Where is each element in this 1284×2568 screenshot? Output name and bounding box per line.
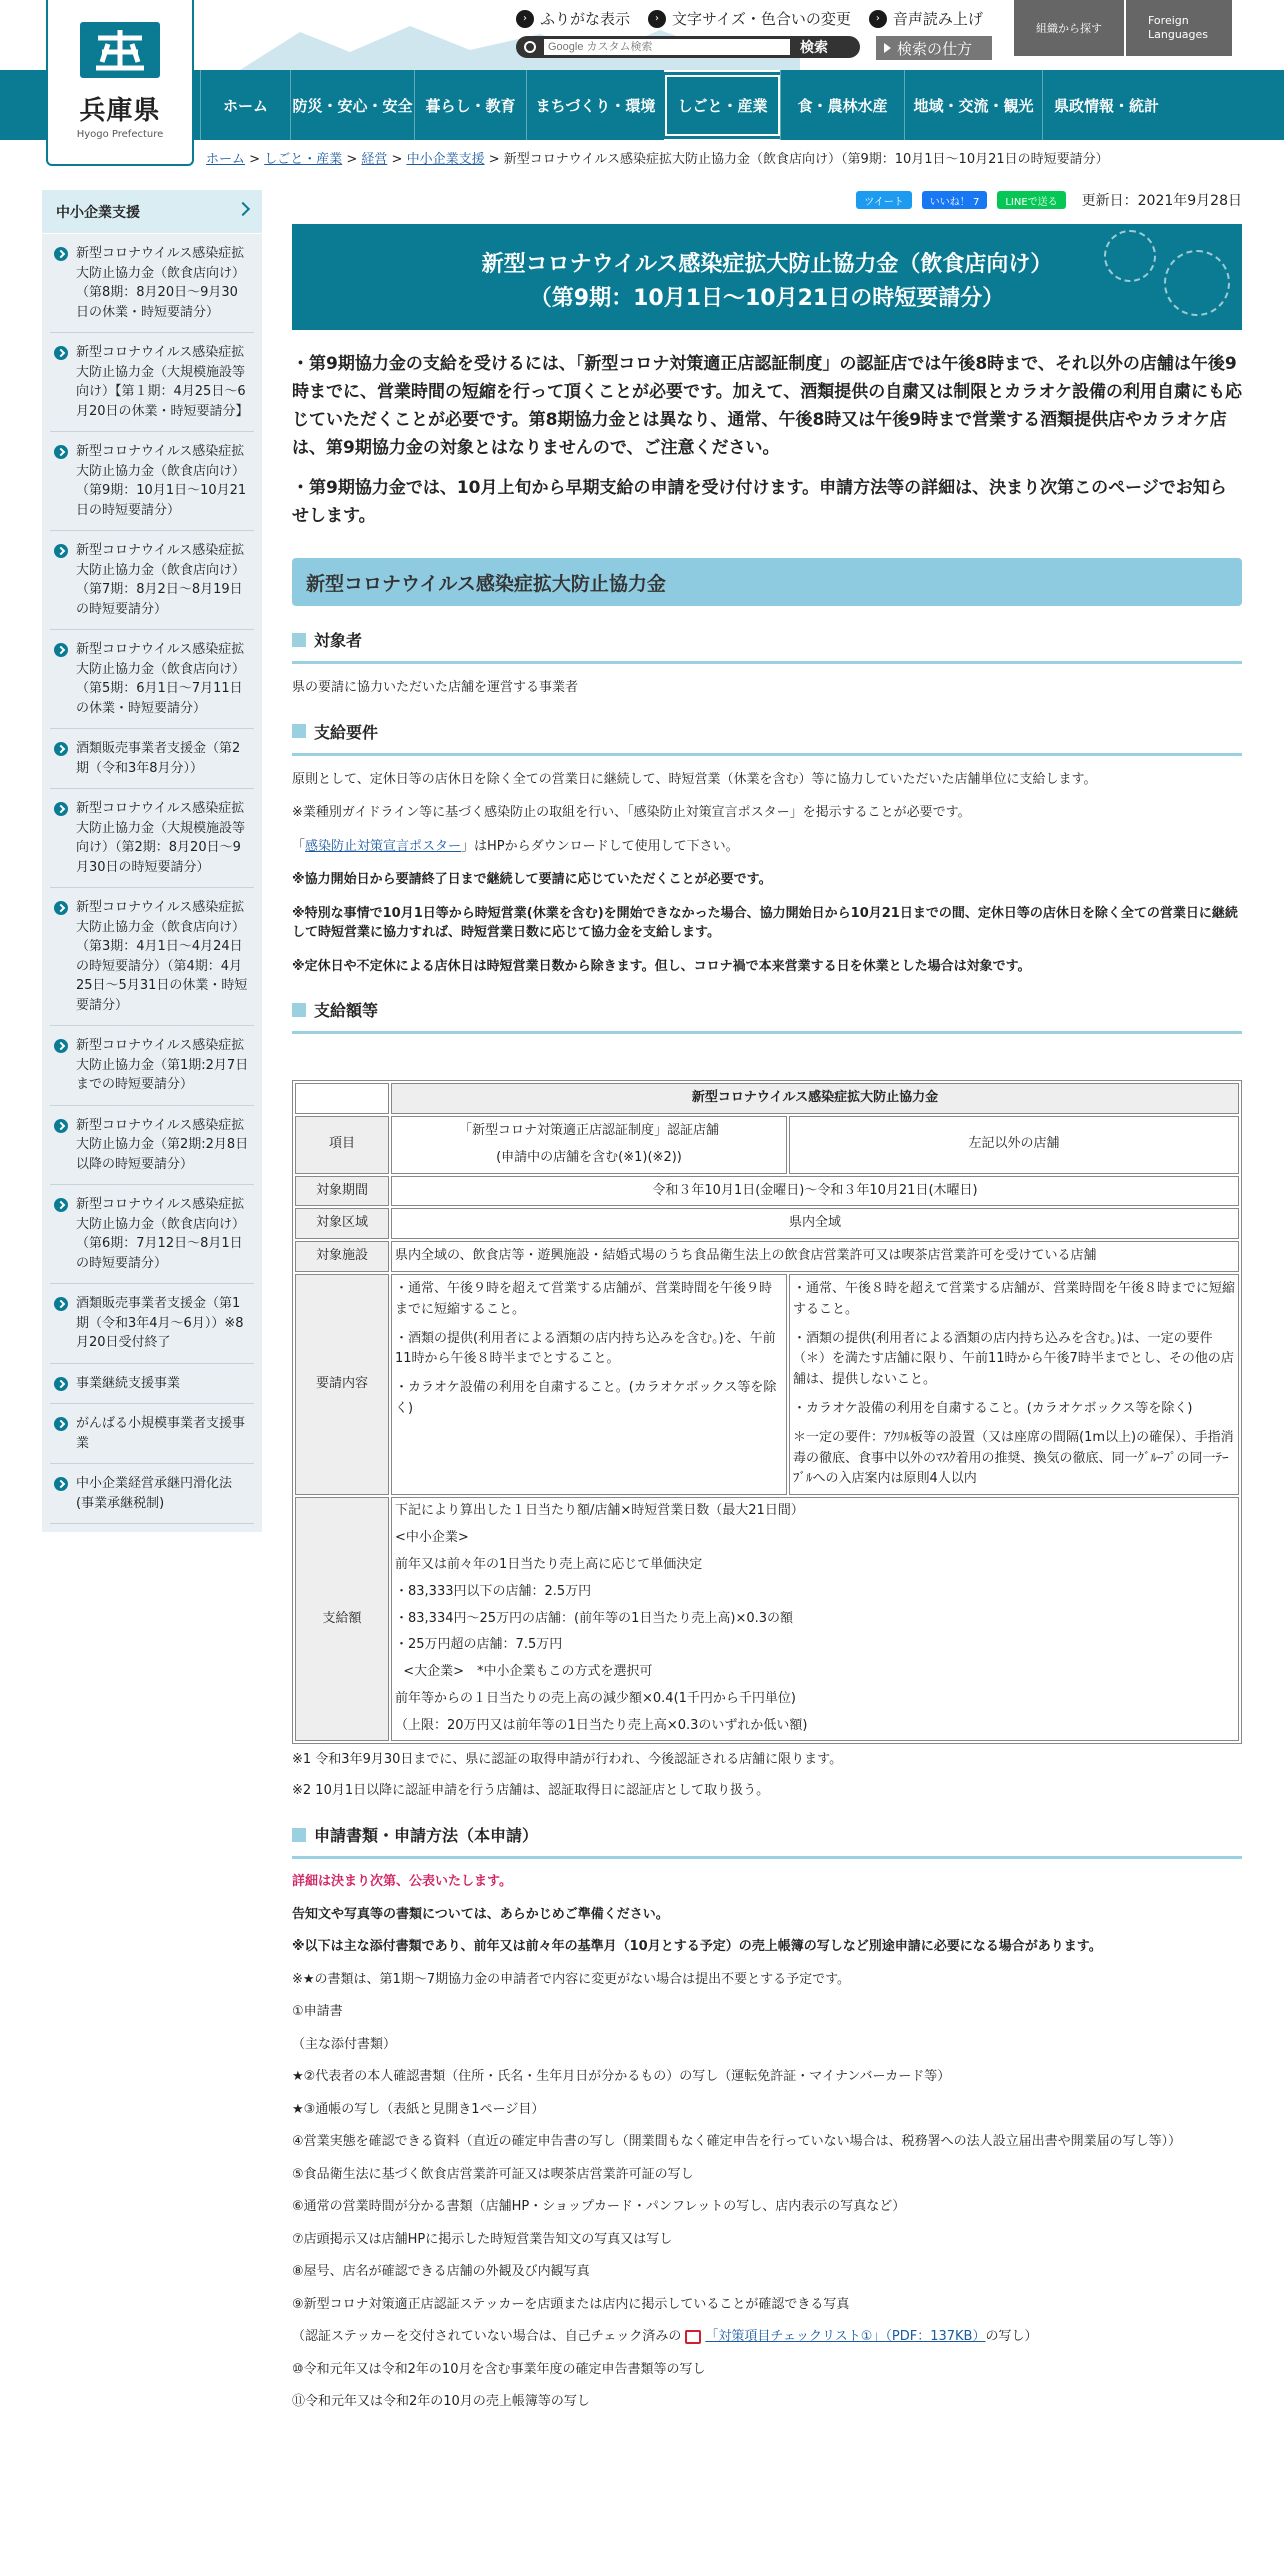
- requirement-text: ※特別な事情で10月1日等から時短営業(休業を含む)を開始できなかった場合、協力開始日から10月21日までの間、定休日等の店休日を除く全ての営業日に継続して時短営業に協力すれば、時短営業日数に応じて協力金を支給します。: [292, 905, 1238, 941]
- sidebar-item[interactable]: 新型コロナウイルス感染症拡大防止協力金（飲食店向け）（第7期：8月2日～8月19日の時短要請分）: [50, 531, 254, 630]
- checklist-pdf-link[interactable]: 「対策項目チェックリスト①」（PDF：137KB）: [705, 2329, 986, 2345]
- foreign-languages-button[interactable]: Foreign Languages: [1126, 0, 1232, 56]
- apply-section: [292, 1872, 1242, 2412]
- flower-decoration-icon: [1164, 250, 1230, 316]
- flower-decoration-icon: [1104, 230, 1156, 282]
- table-row-facility-h: 対象施設: [295, 1241, 389, 1272]
- square-bullet-icon: [292, 1003, 306, 1017]
- logo-name: 兵庫県: [79, 96, 161, 126]
- requirement-text: ※定休日や不定休による店休日は時短営業日数から除きます。但し、コロナ禍で本来営業する日を休業とした場合は対象です。: [292, 958, 1031, 974]
- breadcrumb: ホーム > しごと・産業 > 経営 > 中小企業支援 > 新型コロナウイルス感染症拡大防止協力金（飲食店向け）（第9期：10月1日～10月21日の時短要請分）: [206, 152, 1109, 167]
- list-item: ⑥通常の営業時間が分かる書類（店舗HP・ショップカード・パンフレットの写し、店内表示の写真など）: [292, 2199, 906, 2215]
- nav-living[interactable]: 暮らし・教育: [414, 70, 526, 140]
- facebook-like-button[interactable]: いいね！ 7: [922, 191, 988, 209]
- org-search-button[interactable]: 組織から探す: [1014, 0, 1124, 56]
- square-bullet-icon: [292, 633, 306, 647]
- apply-notice: 詳細は決まり次第、公表いたします。: [292, 1874, 512, 1890]
- sidebar-item[interactable]: 事業継続支援事業: [50, 1364, 254, 1405]
- nav-town[interactable]: まちづくり・環境: [526, 70, 664, 140]
- search-input[interactable]: [544, 39, 790, 55]
- font-size-link[interactable]: › 文字サイズ・色合いの変更: [648, 8, 851, 29]
- pdf-icon: [685, 2330, 701, 2344]
- list-item: （主な添付書類）: [292, 2036, 397, 2052]
- list-item: ★②代表者の本人確認書類（住所・氏名・生年月日が分かるもの）の写し（運転免許証・マイナンバーカード等）: [292, 2069, 951, 2085]
- apply-text: ※★の書類は、第1期～7期協力金の申請者で内容に変更がない場合は提出不要とする予定です。: [292, 1971, 851, 1987]
- page-title-line1: 新型コロナウイルス感染症拡大防止協力金（飲食店向け）: [481, 252, 1053, 277]
- sidebar-title[interactable]: 中小企業支援: [42, 190, 262, 234]
- hyogo-emblem-icon: [80, 22, 160, 78]
- list-item: （認証ステッカーを交付されていない場合は、自己チェック済みの 「対策項目チェックリスト①」（PDF：137KB）の写し）: [292, 2329, 1038, 2345]
- table-note: ※2 10月1日以降に認証申請を行う店舗は、認証取得日に認証店として取り扱う。: [292, 1782, 770, 1798]
- subheading-requirements: 支給要件: [292, 720, 1242, 756]
- requirement-text: ※業種別ガイドライン等に基づく感染防止の取組を行い、「感染防止対策宣言ポスター」を掲示することが必要です。: [292, 805, 971, 821]
- sidebar-item[interactable]: 新型コロナウイルス感染症拡大防止協力金（大規模施設等向け）（第2期：8月20日～9月30日の時短要請分）: [50, 789, 254, 888]
- search-icon: [524, 41, 536, 53]
- breadcrumb-home[interactable]: ホーム: [206, 152, 246, 167]
- chevron-right-icon: ›: [869, 10, 887, 28]
- main-content: [292, 190, 1242, 2412]
- nav-food[interactable]: 食・農林水産: [780, 70, 904, 140]
- breadcrumb-current: 新型コロナウイルス感染症拡大防止協力金（飲食店向け）（第9期：10月1日～10月21日の時短要請分）: [503, 152, 1109, 167]
- search-button[interactable]: 検索: [800, 40, 828, 56]
- nav-home[interactable]: ホーム: [200, 70, 290, 140]
- tweet-button[interactable]: ツイート: [856, 191, 912, 209]
- table-row-area-h: 対象区域: [295, 1208, 389, 1239]
- logo-en: Hyogo Prefecture: [76, 129, 164, 140]
- breadcrumb-sme[interactable]: 中小企業支援: [406, 152, 485, 167]
- furigana-link[interactable]: › ふりがな表示: [516, 8, 630, 29]
- lead-paragraph: ・第9期協力金では、10月上旬から早期支給の申請を受け付けます。申請方法等の詳細は、決まり次第このページでお知らせします。: [292, 478, 1227, 527]
- list-item: ①申請書: [292, 2004, 343, 2020]
- breadcrumb-work[interactable]: しごと・産業: [264, 152, 343, 167]
- table-row-pay-h: 支給額: [295, 1497, 389, 1741]
- list-item: ★③通帳の写し（表紙と見開き1ページ目）: [292, 2101, 545, 2117]
- share-bar: [292, 190, 1242, 210]
- table-col-other: 左記以外の店舗: [789, 1116, 1239, 1174]
- chevron-right-icon: ›: [516, 10, 534, 28]
- lead-paragraph: ・第9期協力金の支給を受けるには、「新型コロナ対策適正店認証制度」の認証店では午後8時まで、それ以外の店舗は午後9時までに、営業時間の短縮を行って頂くことが必要です。加えて、酒類提供の自粛又は制限とカラオケ設備の利用自粛にも応じていただくことが必要です。第8期協力金とは異なり、通常、午後8時又は午後9時まで営業する酒類提供店やカラオケ店は、第9期協力金の対象とはなりませんので、ご注意ください。: [292, 354, 1242, 459]
- list-item: ⑩令和元年又は令和2年の10月を含む事業年度の確定申告書類等の写し: [292, 2361, 706, 2377]
- table-row-area: 県内全域: [391, 1208, 1239, 1239]
- sidebar-item[interactable]: 新型コロナウイルス感染症拡大防止協力金（飲食店向け）（第6期：7月12日～8月1日の時短要請分）: [50, 1185, 254, 1284]
- updated-date: 更新日：2021年9月28日: [1081, 193, 1242, 209]
- list-item: ⑦店頭掲示又は店舗HPに掲示した時短営業告知文の写真又は写し: [292, 2231, 673, 2247]
- table-row-period: 令和３年10月1日(金曜日)～令和３年10月21日(木曜日): [391, 1176, 1239, 1207]
- sidebar-item[interactable]: 新型コロナウイルス感染症拡大防止協力金（飲食店向け）（第5期：6月1日～7月11日の休業・時短要請分）: [50, 630, 254, 729]
- page-title: [292, 224, 1242, 330]
- list-item: ⑤食品衛生法に基づく飲食店営業許可証又は喫茶店営業許可証の写し: [292, 2166, 694, 2182]
- search-help-button[interactable]: 検索の仕方: [876, 36, 992, 60]
- breadcrumb-management[interactable]: 経営: [361, 152, 388, 167]
- square-bullet-icon: [292, 724, 306, 738]
- grant-table: [292, 1080, 1242, 1744]
- sidebar-item[interactable]: がんばる小規模事業者支援事業: [50, 1404, 254, 1464]
- requirement-text: ※協力開始日から要請終了日まで継続して要請に応じていただくことが必要です。: [292, 872, 772, 888]
- nav-work[interactable]: しごと・産業: [664, 70, 780, 140]
- square-bullet-icon: [292, 1828, 306, 1842]
- lead-text: [292, 350, 1242, 530]
- list-item: ⑪令和元年又は令和2年の10月の売上帳簿等の写し: [292, 2394, 590, 2410]
- subheading-target: 対象者: [292, 628, 1242, 664]
- sidebar-item[interactable]: 酒類販売事業者支援金（第1期（令和3年4月～6月））※8月20日受付終了: [50, 1284, 254, 1364]
- target-text: 県の要請に協力いただいた店舗を運営する事業者: [292, 680, 579, 696]
- sidebar-item[interactable]: 新型コロナウイルス感染症拡大防止協力金（大規模施設等向け）【第１期：4月25日～6月20日の休業・時短要請分】: [50, 333, 254, 432]
- nav-region[interactable]: 地域・交流・観光: [904, 70, 1042, 140]
- table-col-certified: 「新型コロナ対策適正店認証制度」認証店舗 (申請中の店舗を含む(※1)(※2)): [391, 1116, 787, 1174]
- subheading-apply: 申請書類・申請方法（本申請）: [292, 1823, 1242, 1859]
- list-item: ④営業実態を確認できる資料（直近の確定申告書の写し（開業間もなく確定申告を行っていない場合は、税務署への法人設立届出書や開業届の写し等））: [292, 2134, 1182, 2150]
- apply-text: 告知文や写真等の書類については、あらかじめご準備ください。: [292, 1906, 669, 1922]
- page-title-line2: （第9期：10月1日～10月21日の時短要請分）: [529, 286, 1005, 312]
- read-aloud-link[interactable]: › 音声読み上げ: [869, 8, 983, 29]
- sidebar: [42, 190, 262, 1532]
- apply-text: ※以下は主な添付書類であり、前年又は前々年の基準月（10月とする予定）の売上帳簿の写しなど別途申請に必要になる場合があります。: [292, 1939, 1102, 1955]
- subheading-amount: 支給額等: [292, 998, 1242, 1034]
- site-logo[interactable]: [46, 0, 194, 166]
- requirement-text: 原則として、定休日等の店休日を除く全ての営業日に継続して、時短営業（休業を含む）等に協力していただいた店舗単位に支給します。: [292, 771, 1097, 787]
- table-caption: 新型コロナウイルス感染症拡大防止協力金: [391, 1083, 1239, 1114]
- nav-gov[interactable]: 県政情報・統計: [1042, 70, 1170, 140]
- sidebar-item[interactable]: 新型コロナウイルス感染症拡大防止協力金（飲食店向け）（第3期：4月1日～4月24日の時短要請分）（第4期：4月25日～5月31日の休業・時短要請分）: [50, 888, 254, 1026]
- table-col-item: 項目: [295, 1116, 389, 1174]
- table-row-pay: 下記により算出した１日当たり額/店舗×時短営業日数（最大21日間） <中小企業> 前年又は前々年の1日当たり売上高に応じて単価決定 ・83,333円以下の店舗：2.5万円 ・83,334円～25万円の店舗：(前年等の1日当たり売上高)×0.3の額 ・25万円超の店舗：7.5万円 <大企業> *中小企業もこの方式を選択可 前年等からの１日当たりの売上高の減少額×0.4(1千円から千円単位) （上限：20万円又は前年等の1日当たり売上高×0.3のいずれか低い額): [391, 1497, 1239, 1741]
- line-share-button[interactable]: LINEで送る: [997, 191, 1065, 209]
- table-request-other: ・通常、午後８時を超えて営業する店舗が、営業時間を午後８時までに短縮すること。 ・酒類の提供(利用者による酒類の店内持ち込みを含む。)は、一定の要件（＊）を満たす店舗に限り、午前11時から午後7時半までとし、その他の店舗は、提供しないこと。 ・カラオケ設備の利用を自粛すること。(カラオケボックス等を除く) ＊一定の要件：ｱｸﾘﾙ板等の設置（又は座席の間隔(1m以上)の確保）、手指消毒の徹底、食事中以外のﾏｽｸ着用の推奨、換気の徹底、同一ｸﾞﾙｰﾌﾟの同一ﾃｰﾌﾞﾙへの入店案内は原則4人以内: [789, 1274, 1239, 1495]
- sidebar-item[interactable]: 新型コロナウイルス感染症拡大防止協力金（飲食店向け）（第9期：10月1日～10月21日の時短要請分）: [50, 432, 254, 531]
- table-note: ※1 令和3年9月30日までに、県に認証の取得申請が行われ、今後認証される店舗に限ります。: [292, 1751, 843, 1767]
- chevron-right-icon: ›: [648, 10, 666, 28]
- list-item: ⑨新型コロナ対策適正店認証ステッカーを店頭または店内に掲示していることが確認できる写真: [292, 2296, 850, 2312]
- utility-links: [516, 8, 983, 29]
- chevron-right-icon: [236, 202, 250, 216]
- search-bar: [516, 36, 860, 58]
- table-row-period-h: 対象期間: [295, 1176, 389, 1207]
- poster-link[interactable]: 感染防止対策宣言ポスター: [305, 838, 462, 854]
- triangle-right-icon: [884, 43, 891, 53]
- nav-disaster[interactable]: 防災・安心・安全: [290, 70, 414, 140]
- list-item: ⑧屋号、店名が確認できる店舗の外観及び内観写真: [292, 2264, 590, 2280]
- table-row-request-h: 要請内容: [295, 1274, 389, 1495]
- requirement-text: 「感染防止対策宣言ポスター」はHPからダウンロードして使用して下さい。: [292, 838, 739, 854]
- sidebar-item[interactable]: 酒類販売事業者支援金（第2期（令和3年8月分））: [50, 729, 254, 789]
- table-row-facility: 県内全域の、飲食店等・遊興施設・結婚式場のうち食品衛生法上の飲食店営業許可又は喫茶店営業許可を受けている店舗: [391, 1241, 1239, 1272]
- table-request-certified: ・通常、午後９時を超えて営業する店舗が、営業時間を午後９時までに短縮すること。 ・酒類の提供(利用者による酒類の店内持ち込みを含む。)を、午前11時から午後８時半までとすること。 ・カラオケ設備の利用を自粛すること。(カラオケボックス等を除く): [391, 1274, 787, 1495]
- sidebar-item[interactable]: 中小企業経営承継円滑化法(事業承継税制): [50, 1464, 254, 1524]
- sidebar-item[interactable]: 新型コロナウイルス感染症拡大防止協力金（第1期:2月7日までの時短要請分）: [50, 1026, 254, 1106]
- sidebar-item[interactable]: 新型コロナウイルス感染症拡大防止協力金（第2期:2月8日以降の時短要請分）: [50, 1106, 254, 1186]
- sidebar-item[interactable]: 新型コロナウイルス感染症拡大防止協力金（飲食店向け）（第8期：8月20日～9月30日の休業・時短要請分）: [50, 234, 254, 333]
- section-heading: 新型コロナウイルス感染症拡大防止協力金: [292, 558, 1242, 606]
- site-header: [0, 0, 1284, 170]
